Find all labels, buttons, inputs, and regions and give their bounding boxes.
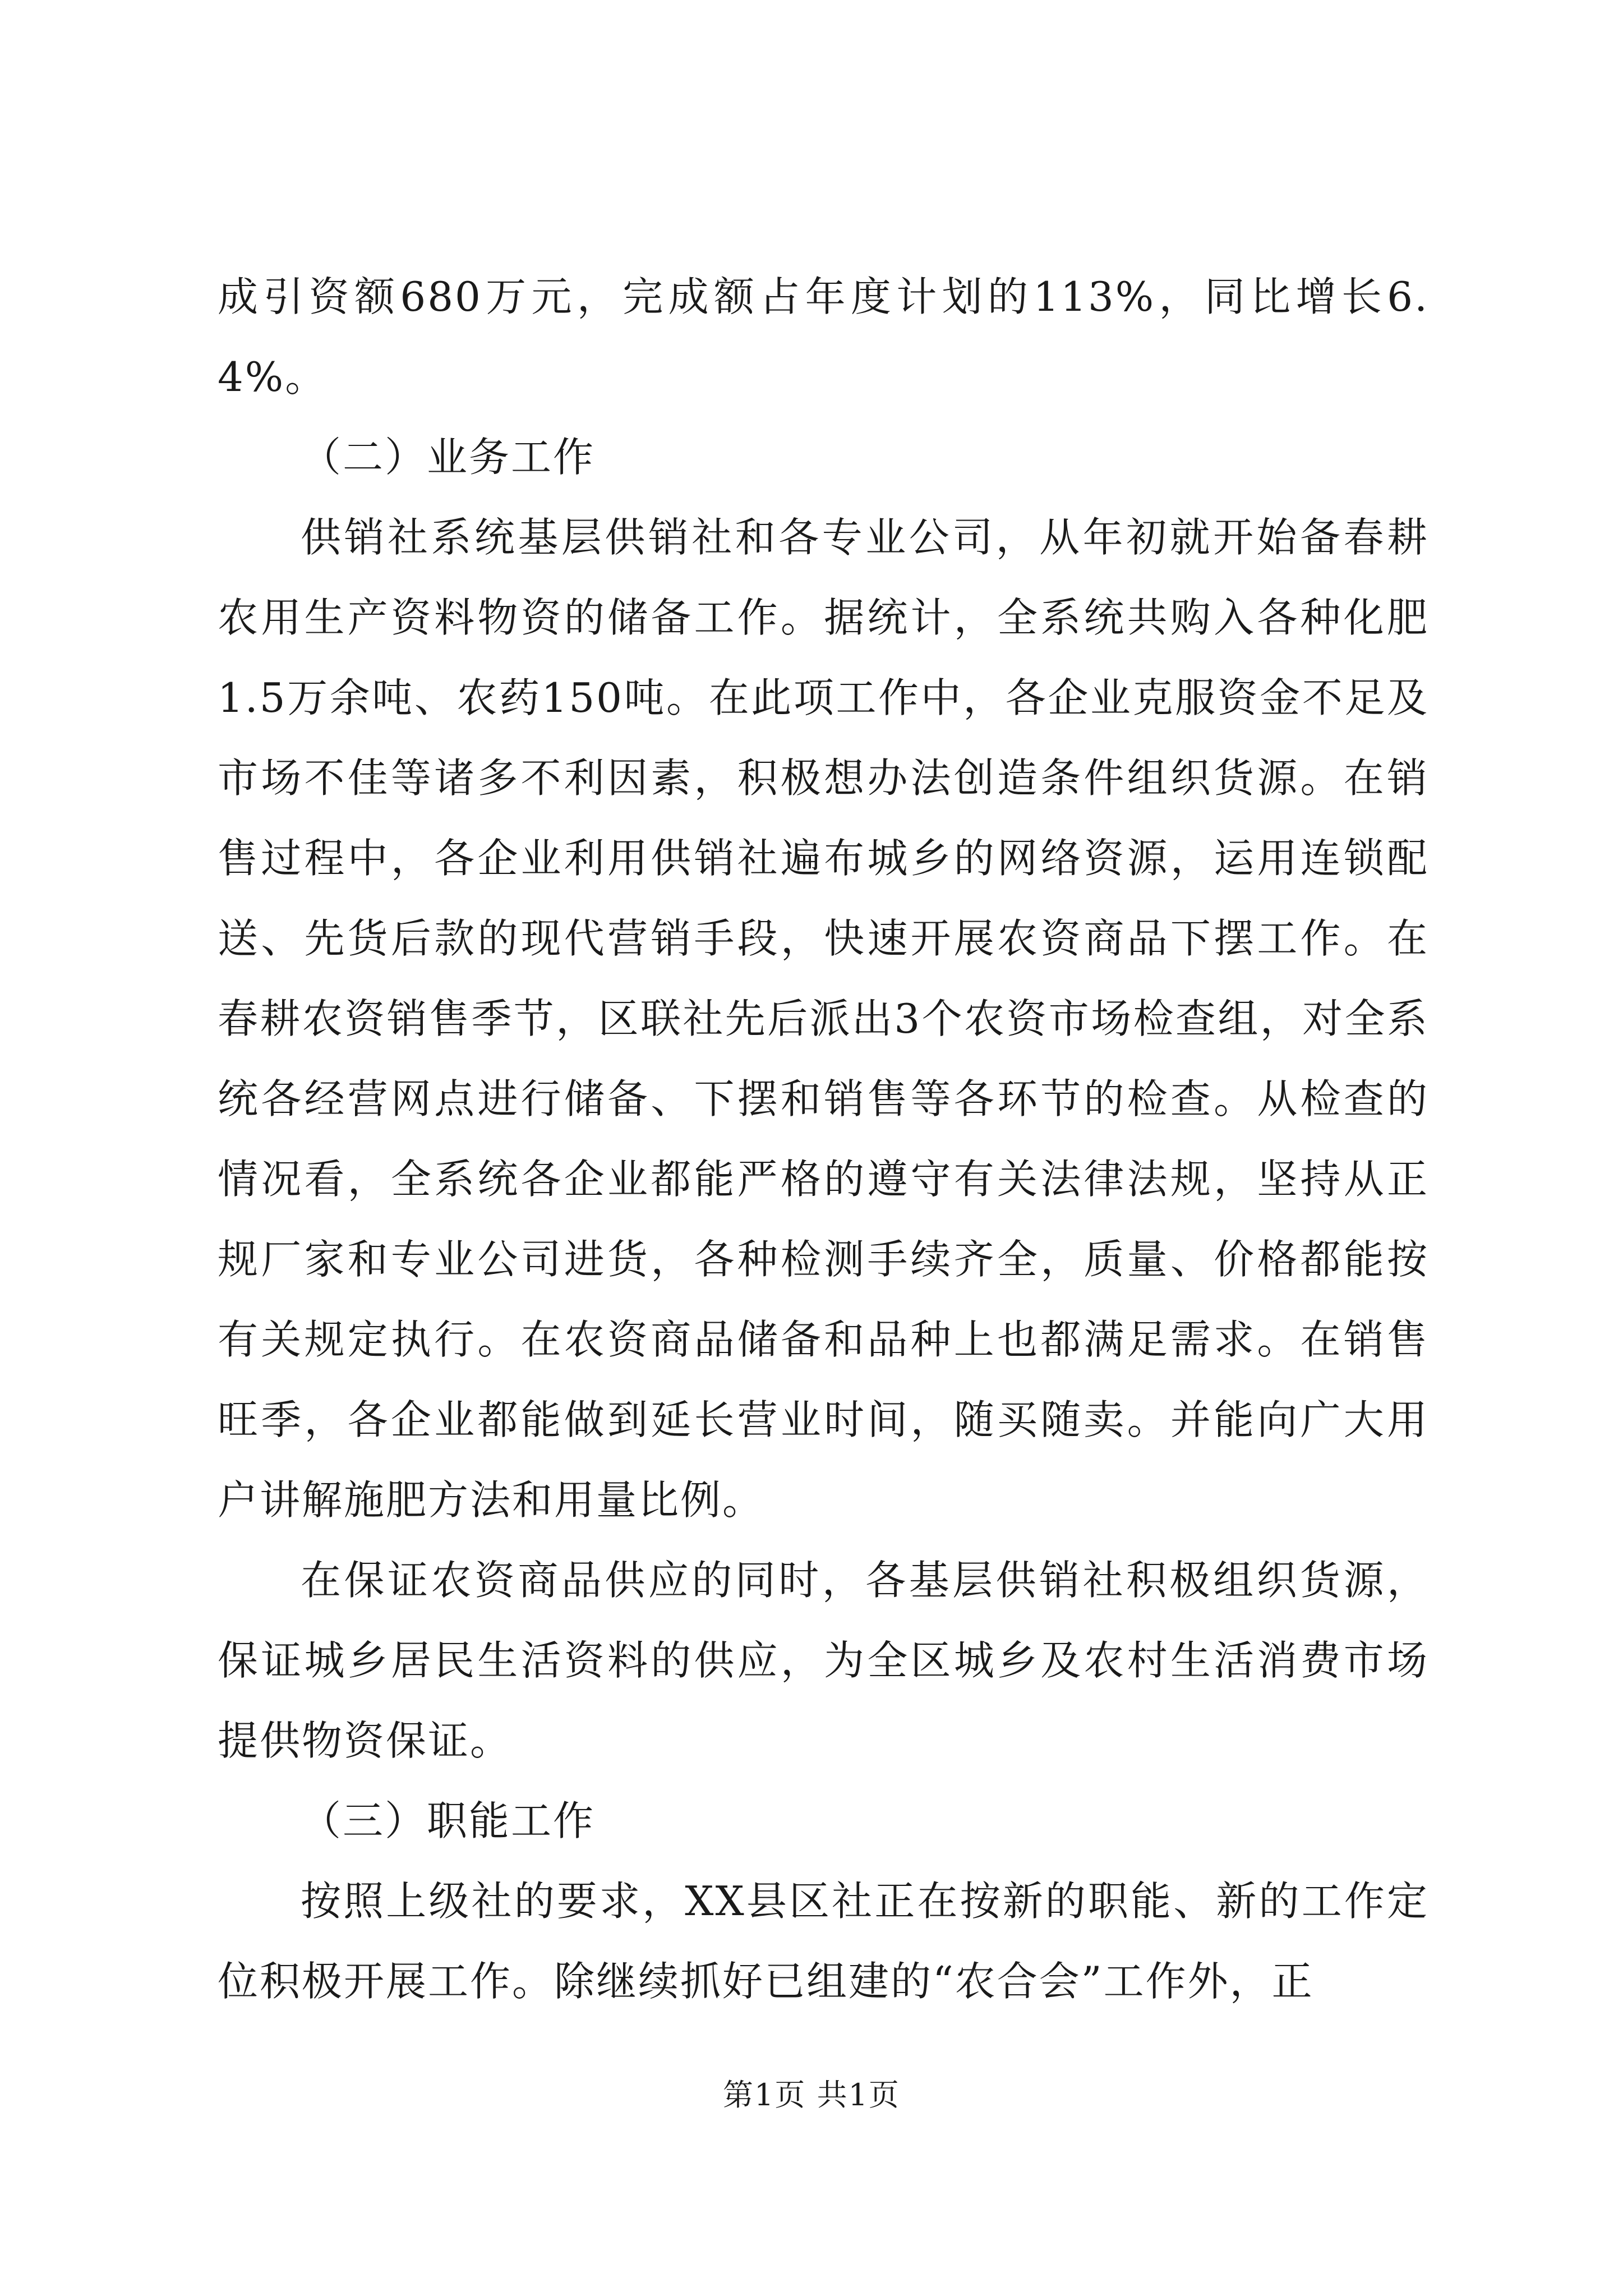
paragraph-continuation: 成引资额680万元，完成额占年度计划的113%，同比增长6.4%。	[218, 273, 1429, 401]
section-heading-functions: （三）职能工作	[301, 1797, 596, 1844]
page-footer	[0, 2071, 1623, 2114]
paragraph-business-work: 供销社系统基层供销社和各专业公司，从年初就开始备春耕农用生产资料物资的储备工作。据统计，全系统共购入各种化肥1.5万余吨、农药150吨。在此项工作中，各企业克服资金不足及市场不佳等诸多不利因素，积极想办法创造条件组织货源。在销售过程中，各企业利用供销社遍布城乡的网络资源，运用连锁配送、先货后款的现代营销手段，快速开展农资商品下摆工作。在春耕农资销售季节，区联社先后派出3个农资市场检查组，对全系统各经营网点进行储备、下摆和销售等各环节的检查。从检查的情况看，全系统各企业都能严格的遵守有关法律法规，坚持从正规厂家和专业公司进货，各种检测手续齐全，质量、价格都能按有关规定执行。在农资商品储备和品种上也都满足需求。在销售旺季，各企业都能做到延长营业时间，随买随卖。并能向广大用户讲解施肥方法和用量比例。	[218, 514, 1429, 1524]
page-number-label: 第1页 共1页	[723, 2077, 900, 2113]
paragraph-function-work: 按照上级社的要求，XX县区社正在按新的职能、新的工作定位积极开展工作。除继续抓好已组建的“农合会”工作外，正	[218, 1878, 1429, 2005]
document-body	[218, 257, 1429, 2022]
paragraph-supply-guarantee: 在保证农资商品供应的同时，各基层供销社积极组织货源，保证城乡居民生活资料的供应，为全区城乡及农村生活消费市场提供物资保证。	[218, 1557, 1429, 1764]
section-heading-business: （二）业务工作	[301, 434, 596, 481]
